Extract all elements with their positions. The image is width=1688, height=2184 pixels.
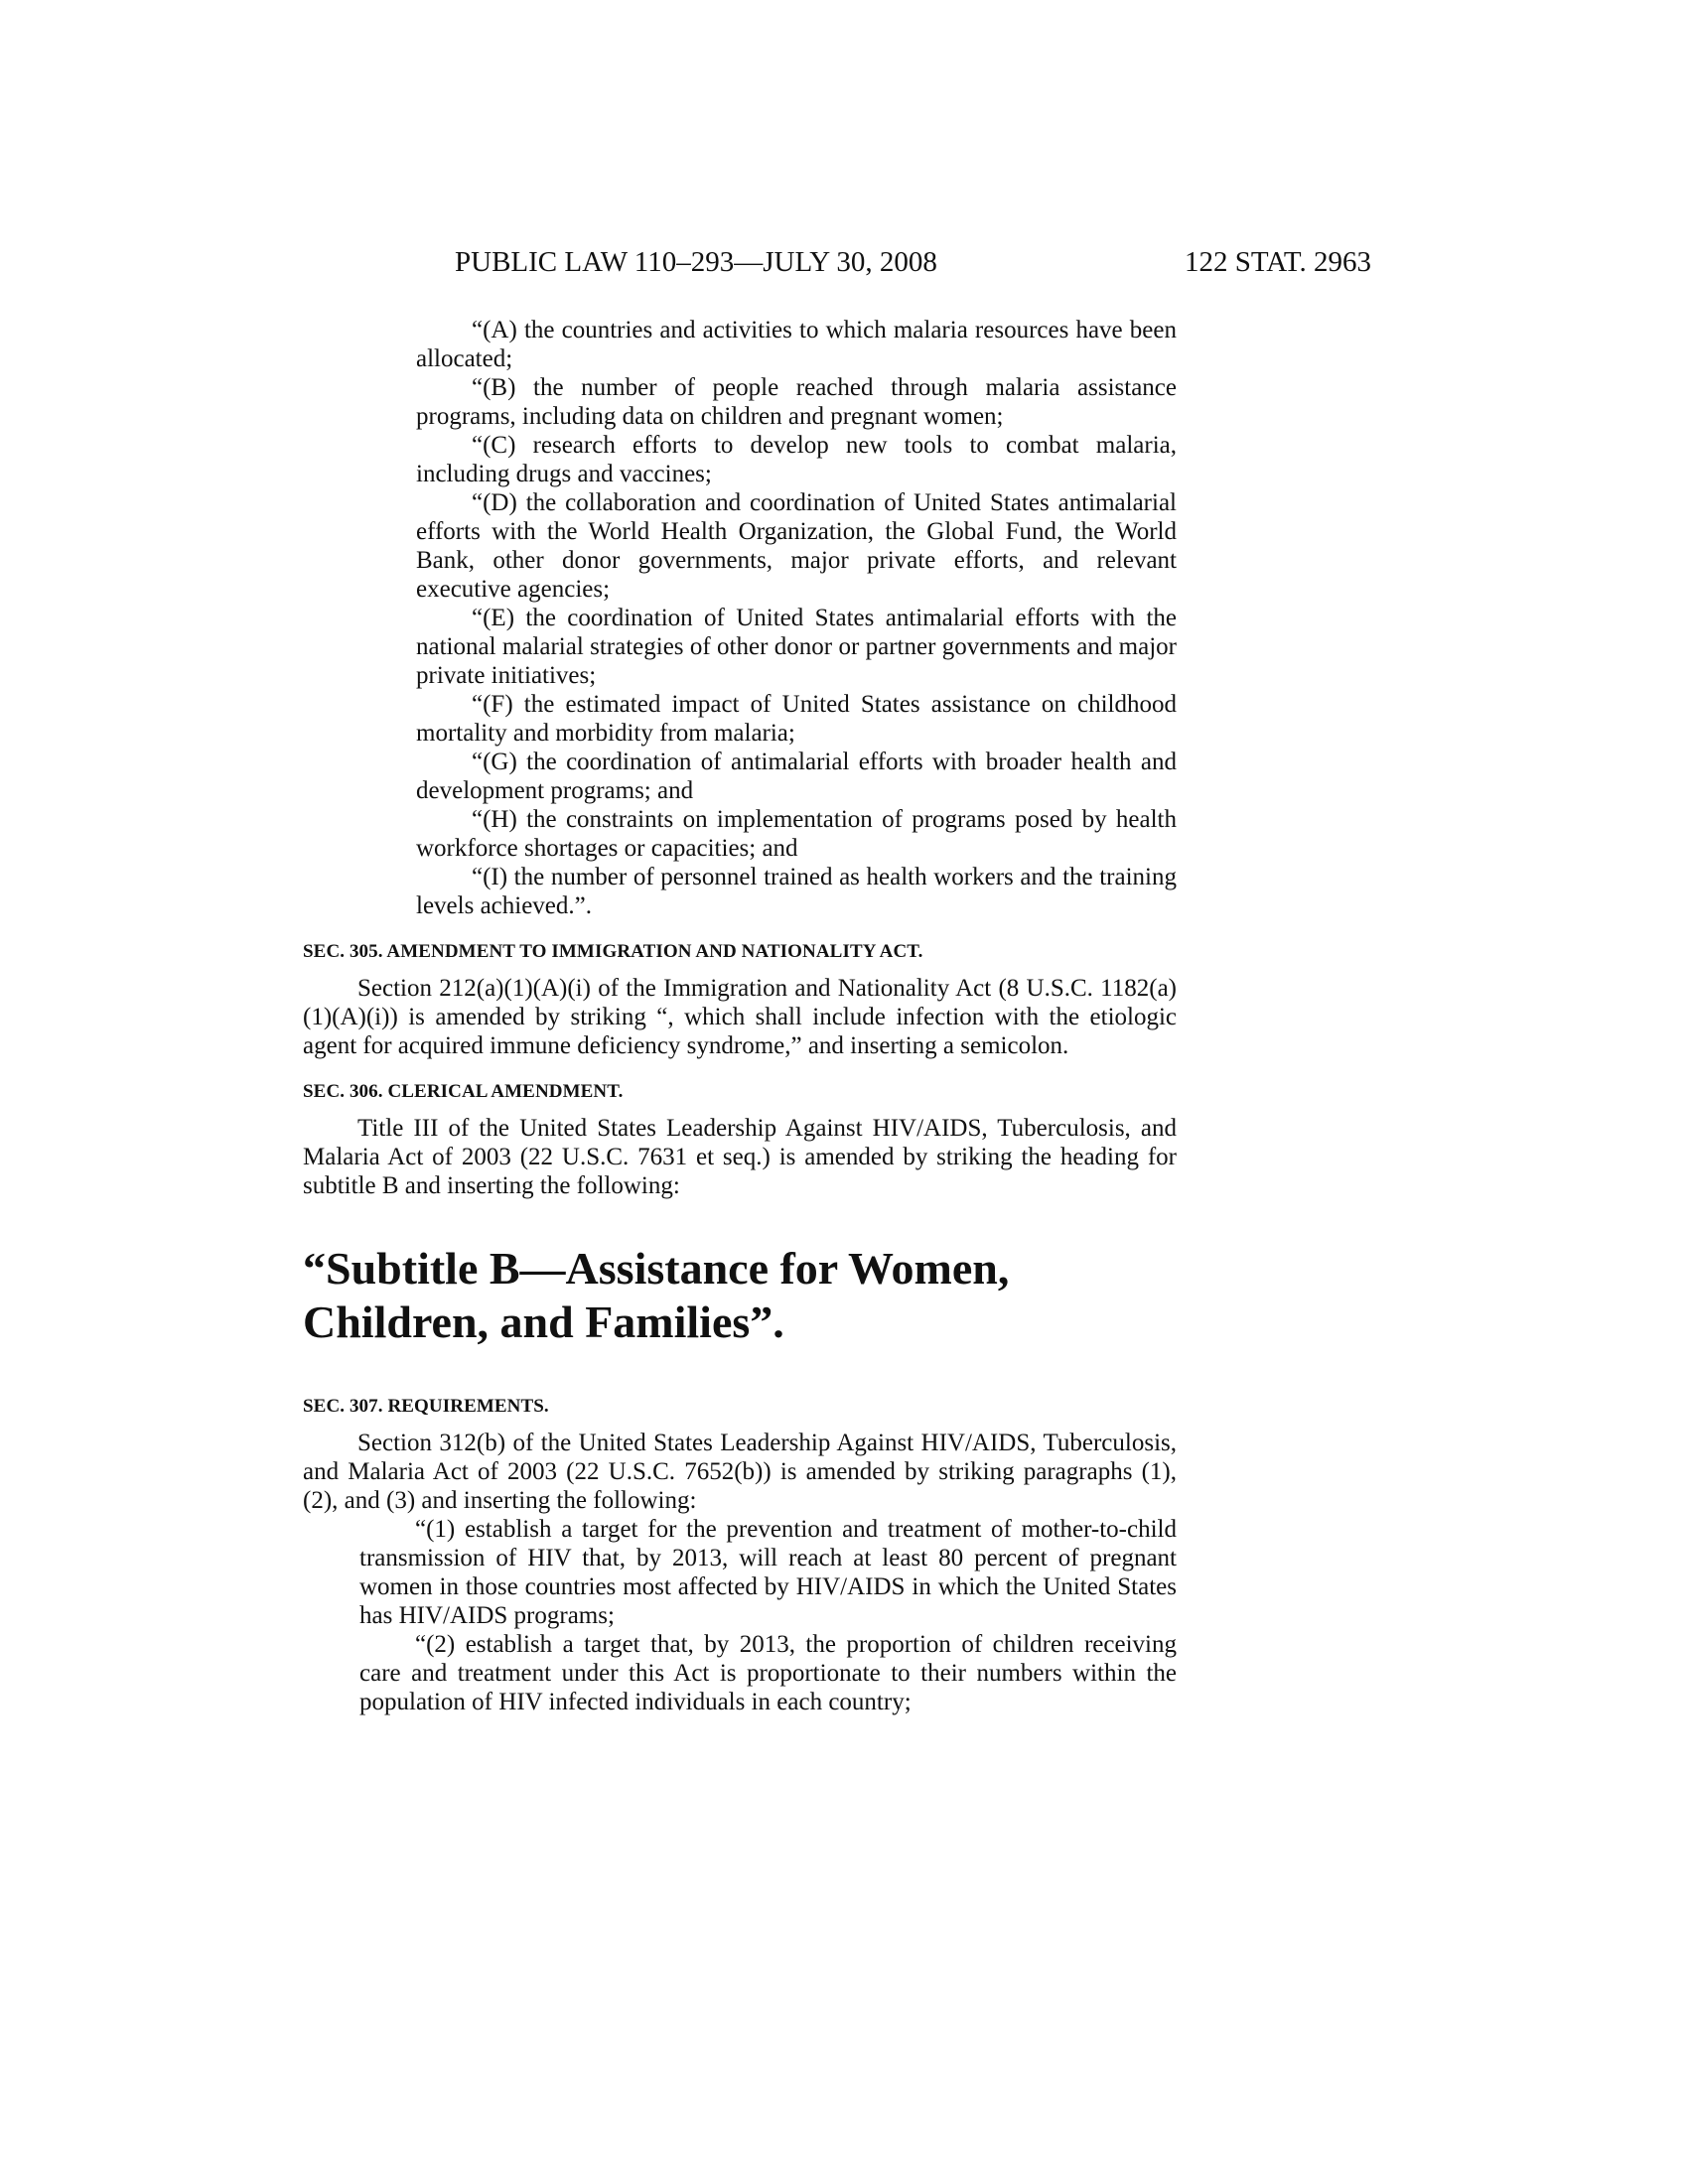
reporting-list [303, 316, 1177, 920]
section-305-text: Section 212(a)(1)(A)(i) of the Immigration and Nationality Act (8 U.S.C. 1182(a)(1)(A)(i)) is amended by striking “, which shall include infection with the etiologic agent for acquired immune deficiency syndrome,” and inserting a semicolon. [303, 975, 1177, 1059]
list-item: “(F) the estimated impact of United States assistance on childhood mortality and morbidity from malaria; [416, 691, 1177, 747]
list-item: “(1) establish a target for the prevention and treatment of mother-to-child transmission of HIV that, by 2013, will reach at least 80 percent of pregnant women in those countries most affected by HIV/AIDS in which the United States has HIV/AIDS programs; [359, 1516, 1177, 1629]
statute-page-number: 122 STAT. 2963 [1184, 246, 1371, 278]
list-item: “(C) research efforts to develop new tools to combat malaria, including drugs and vaccines; [416, 432, 1177, 487]
list-item: “(D) the collaboration and coordination of United States antimalarial efforts with the World Health Organization, the Global Fund, the World Bank, other donor governments, major private efforts, and relevant executive agencies; [416, 489, 1177, 603]
list-item: “(I) the number of personnel trained as health workers and the training levels achieved.”. [416, 864, 1177, 919]
section-307-heading: SEC. 307. REQUIREMENTS. [303, 1396, 549, 1417]
list-item: “(A) the countries and activities to which malaria resources have been allocated; [416, 317, 1177, 372]
list-item: “(2) establish a target that, by 2013, the proportion of children receiving care and treatment under this Act is proportionate to their numbers within the population of HIV infected individuals in each country; [359, 1631, 1177, 1715]
page-header [0, 246, 1688, 286]
requirements-list [303, 1515, 1177, 1716]
section-306-text: Title III of the United States Leadership Against HIV/AIDS, Tuberculosis, and Malaria Act of 2003 (22 U.S.C. 7631 et seq.) is amended by striking the heading for subtitle B and inserting the following: [303, 1115, 1177, 1199]
list-item: “(B) the number of people reached through malaria assistance programs, including data on children and pregnant women; [416, 374, 1177, 430]
subtitle-heading-line-1: “Subtitle B—Assistance for Women, [303, 1243, 1010, 1294]
page-body [303, 316, 1177, 1716]
running-head-title: PUBLIC LAW 110–293—JULY 30, 2008 [455, 246, 937, 278]
list-item: “(G) the coordination of antimalarial efforts with broader health and development programs; and [416, 749, 1177, 804]
list-item: “(H) the constraints on implementation of programs posed by health workforce shortages or capacities; and [416, 806, 1177, 862]
subtitle-heading-line-2: Children, and Families”. [303, 1297, 784, 1347]
section-305-heading: SEC. 305. AMENDMENT TO IMMIGRATION AND NATIONALITY ACT. [303, 941, 923, 962]
list-item: “(E) the coordination of United States antimalarial efforts with the national malarial strategies of other donor or partner governments and major private initiatives; [416, 605, 1177, 689]
section-306-heading: SEC. 306. CLERICAL AMENDMENT. [303, 1081, 624, 1102]
section-307-text: Section 312(b) of the United States Leadership Against HIV/AIDS, Tuberculosis, and Malaria Act of 2003 (22 U.S.C. 7652(b)) is amended by striking paragraphs (1), (2), and (3) and inserting the following: [303, 1430, 1177, 1514]
